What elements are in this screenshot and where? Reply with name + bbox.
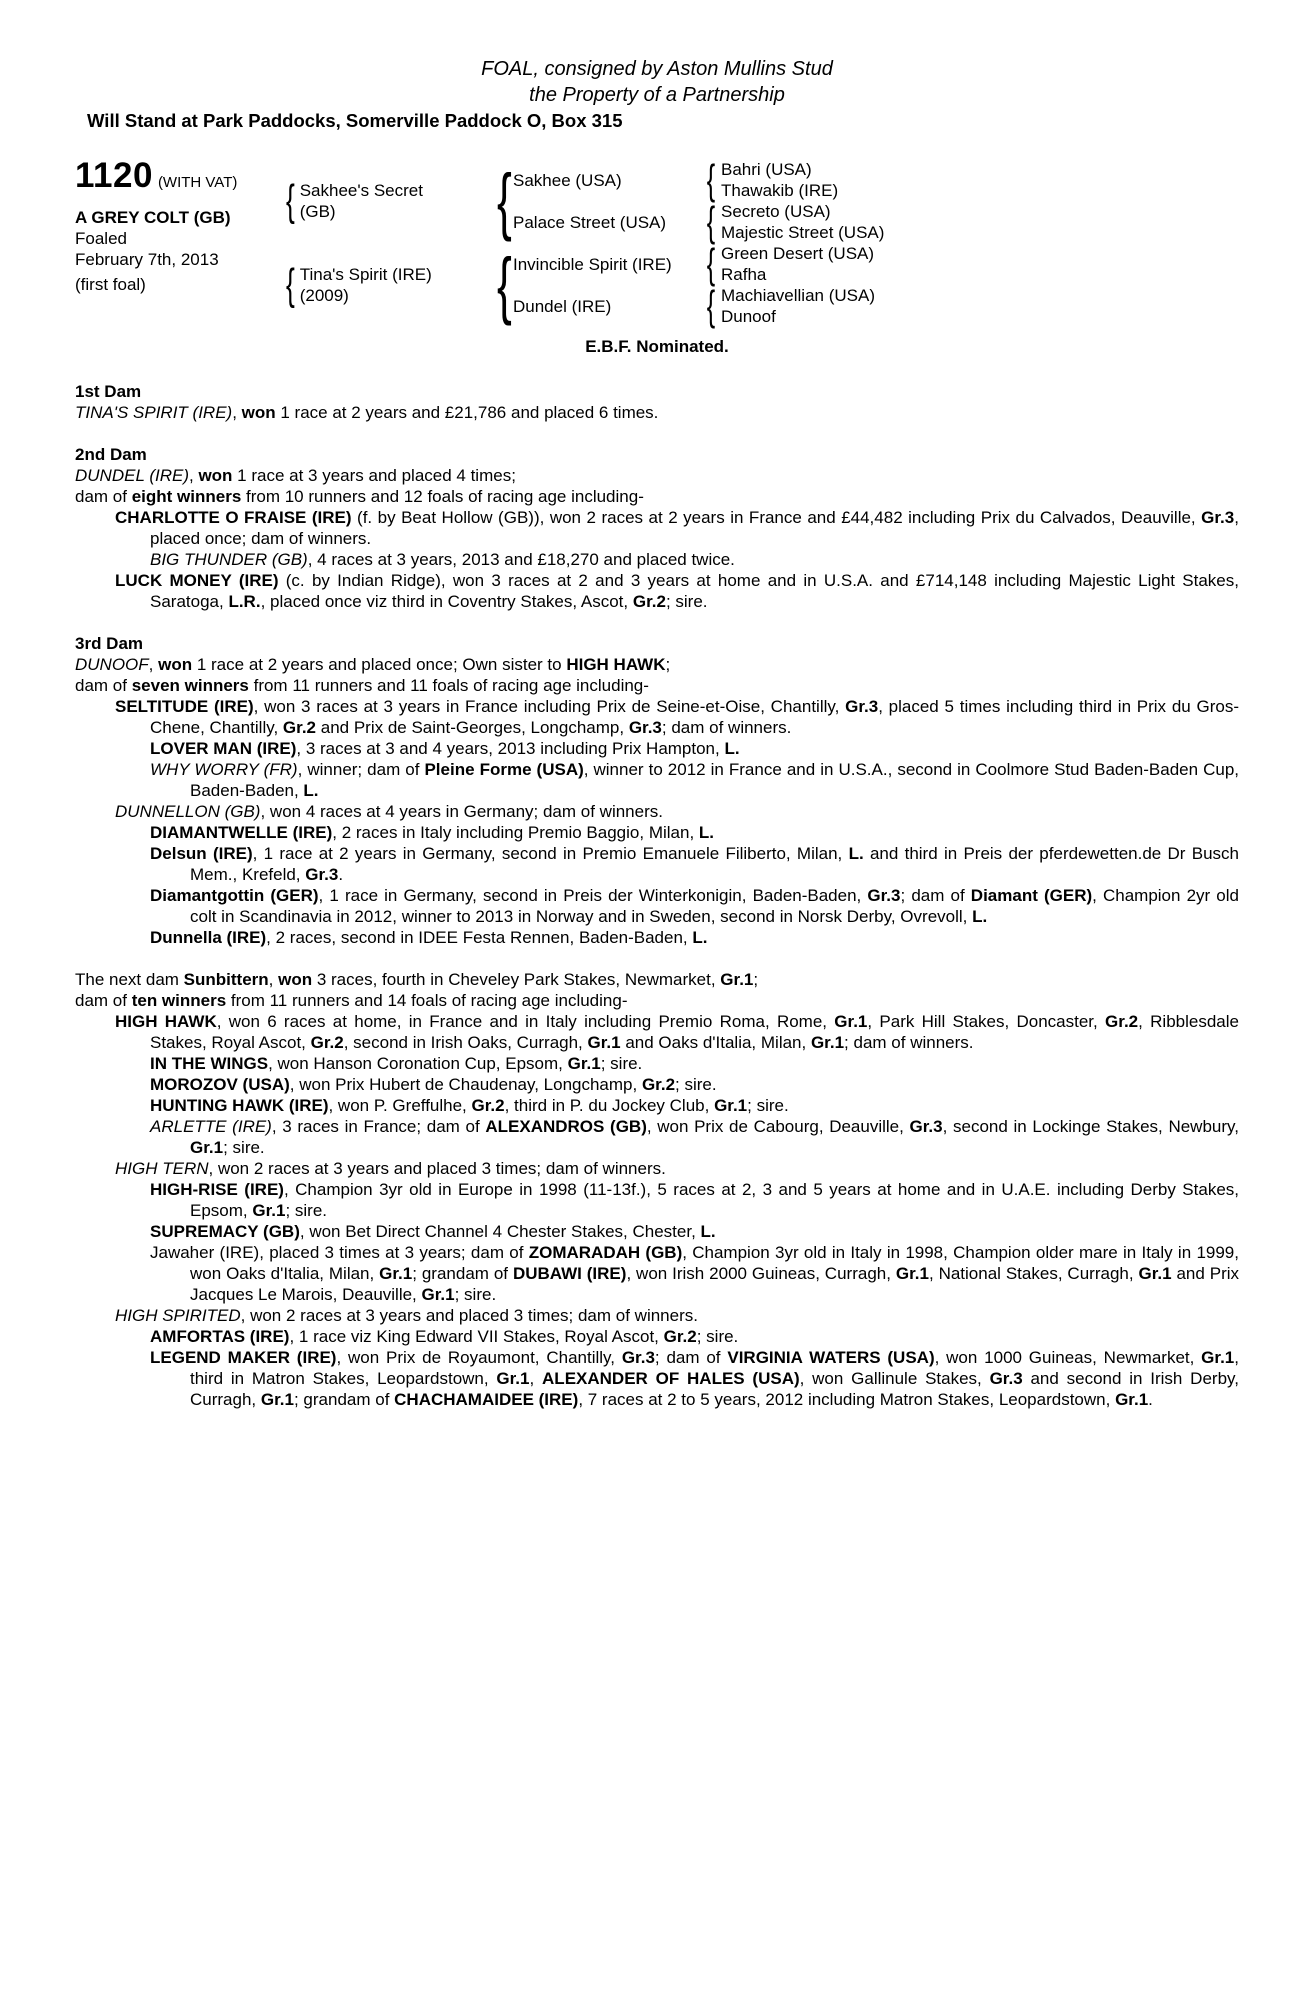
pedigree-gen2-name: Sakhee (USA) xyxy=(513,170,622,190)
foaled-date: February 7th, 2013 xyxy=(75,250,219,269)
pedigree-paragraph: Dunnella (IRE), 2 races, second in IDEE Festa Rennen, Baden-Baden, L. xyxy=(150,928,708,947)
section-heading: 3rd Dam xyxy=(75,634,144,653)
dam-section xyxy=(75,444,1239,612)
pedigree-paragraph: DIAMANTWELLE (IRE), 2 races in Italy including Premio Baggio, Milan, L. xyxy=(150,823,714,842)
pedigree-paragraph: BIG THUNDER (GB), 4 races at 3 years, 2013 and £18,270 and placed twice. xyxy=(150,550,735,569)
pedigree-brace-icon: { xyxy=(706,198,716,245)
catalog-header xyxy=(75,56,1239,133)
pedigree-paragraph: MOROZOV (USA), won Prix Hubert de Chaudenay, Longchamp, Gr.2; sire. xyxy=(150,1075,717,1094)
section-heading: 1st Dam xyxy=(75,382,142,401)
pedigree-sire-cell xyxy=(283,159,495,243)
pedigree-gen2-name: Palace Street (USA) xyxy=(513,212,667,232)
dam-sections xyxy=(75,381,1239,1410)
pedigree-table xyxy=(283,156,1239,329)
lot-block xyxy=(75,156,283,327)
pedigree-paragraph: HIGH TERN, won 2 races at 3 years and placed 3 times; dam of winners. xyxy=(115,1159,666,1178)
pedigree-brace-icon: { xyxy=(706,282,716,329)
pedigree-paragraph: DUNDEL (IRE), won 1 race at 3 years and placed 4 times; xyxy=(75,466,516,485)
stand-location-line: Will Stand at Park Paddocks, Somerville Paddock O, Box 315 xyxy=(87,110,623,131)
pedigree-paragraph: dam of eight winners from 10 runners and 12 foals of racing age including- xyxy=(75,487,644,506)
pedigree-paragraph: LOVER MAN (IRE), 3 races at 3 and 4 years, 2013 including Prix Hampton, L. xyxy=(150,739,740,758)
pedigree-paragraph: HIGH HAWK, won 6 races at home, in France and in Italy including Premio Roma, Rome, Gr.1, Park Hill Stakes, Doncaster, Gr.2, Ribblesdale Stakes, Royal Ascot, Gr.2, second in Irish Oaks, Curragh, Gr.1 and Oaks d'Italia, Milan, Gr.1; dam of winners. xyxy=(115,1012,1239,1052)
vat-note: (WITH VAT) xyxy=(157,174,238,191)
pedigree-brace-icon: { xyxy=(496,243,512,326)
pedigree-paragraph: Jawaher (IRE), placed 3 times at 3 years; dam of ZOMARADAH (GB), Champion 3yr old in Italy in 1998, Champion older mare in Italy in 1999, won Oaks d'Italia, Milan, Gr.1; grandam of DUBAWI (IRE), won Irish 2000 Guineas, Curragh, Gr.1, National Stakes, Curragh, Gr.1 and Prix Jacques Le Marois, Deauville, Gr.1; sire. xyxy=(150,1243,1240,1304)
pedigree-paragraph: HIGH SPIRITED, won 2 races at 3 years and placed 3 times; dam of winners. xyxy=(115,1306,698,1325)
pedigree-paragraph: Diamantgottin (GER), 1 race in Germany, second in Preis der Winterkonigin, Baden-Baden, Gr.3; dam of Diamant (GER), Champion 2yr old colt in Scandinavia in 2012, winner to 2013 in Norway and in Sweden, second in Norsk Derby, Ovrevoll, L. xyxy=(150,886,1239,926)
pedigree-paragraph: SELTITUDE (IRE), won 3 races at 3 years in France including Prix de Seine-et-Oise, Chantilly, Gr.3, placed 5 times including third in Prix du Gros-Chene, Chantilly, Gr.2 and Prix de Saint-Georges, Longchamp, Gr.3; dam of winners. xyxy=(115,697,1239,737)
ebf-nominated-note: E.B.F. Nominated. xyxy=(585,337,729,356)
pedigree-brace-icon: { xyxy=(706,240,716,287)
lot-and-pedigree xyxy=(75,156,1239,329)
pedigree-gen2-name: Invincible Spirit (IRE) xyxy=(513,254,672,274)
dam-section xyxy=(75,969,1239,1410)
section-heading: 2nd Dam xyxy=(75,445,147,464)
pedigree-paragraph: HIGH-RISE (IRE), Champion 3yr old in Europe in 1998 (11-13f.), 5 races at 2, 3 and 5 years at home and in U.A.E. including Derby Stakes, Epsom, Gr.1; sire. xyxy=(150,1180,1240,1220)
pedigree-gen3-name: Dunoof xyxy=(721,307,776,326)
pedigree-paragraph: HUNTING HAWK (IRE), won P. Greffulhe, Gr.2, third in P. du Jockey Club, Gr.1; sire. xyxy=(150,1096,789,1115)
pedigree-paragraph: SUPREMACY (GB), won Bet Direct Channel 4 Chester Stakes, Chester, L. xyxy=(150,1222,716,1241)
pedigree-paragraph: dam of seven winners from 11 runners and 11 foals of racing age including- xyxy=(75,676,649,695)
dam-section xyxy=(75,633,1239,948)
pedigree-paragraph: ARLETTE (IRE), 3 races in France; dam of ALEXANDROS (GB), won Prix de Cabourg, Deauville, Gr.3, second in Lockinge Stakes, Newbury, Gr.1; sire. xyxy=(150,1117,1239,1157)
dam-section xyxy=(75,381,1239,423)
sire-name: Sakhee's Secret xyxy=(299,181,423,200)
pedigree-paragraph: dam of ten winners from 11 runners and 14 foals of racing age including- xyxy=(75,991,628,1010)
property-line: the Property of a Partnership xyxy=(529,84,785,106)
lot-number: 1120 xyxy=(75,156,153,195)
pedigree-brace-icon: { xyxy=(285,176,295,225)
consignor-line: FOAL, consigned by Aston Mullins Stud xyxy=(481,58,833,80)
pedigree-paragraph: DUNNELLON (GB), won 4 races at 4 years in Germany; dam of winners. xyxy=(115,802,663,821)
pedigree-brace-icon: { xyxy=(496,159,512,242)
lot-description: A GREY COLT (GB) xyxy=(75,208,231,227)
pedigree-paragraph: The next dam Sunbittern, won 3 races, fourth in Cheveley Park Stakes, Newmarket, Gr.1; xyxy=(75,970,759,989)
pedigree-gen3-name: Majestic Street (USA) xyxy=(721,223,885,242)
pedigree-dam-cell xyxy=(283,243,495,327)
pedigree-paragraph: LEGEND MAKER (IRE), won Prix de Royaumont, Chantilly, Gr.3; dam of VIRGINIA WATERS (USA), won 1000 Guineas, Newmarket, Gr.1, third in Matron Stakes, Leopardstown, Gr.1, ALEXANDER OF HALES (USA), won Gallinule Stakes, Gr.3 and second in Irish Derby, Curragh, Gr.1; grandam of CHACHAMAIDEE (IRE), 7 races at 2 to 5 years, 2012 including Matron Stakes, Leopardstown, Gr.1. xyxy=(150,1348,1239,1409)
pedigree-gen3-name: Rafha xyxy=(721,265,767,284)
pedigree-paragraph: DUNOOF, won 1 race at 2 years and placed once; Own sister to HIGH HAWK; xyxy=(75,655,671,674)
pedigree-gen2-name: Dundel (IRE) xyxy=(513,296,612,316)
pedigree-brace-icon: { xyxy=(285,260,295,309)
lot-number-row xyxy=(75,156,283,200)
pedigree-paragraph: CHARLOTTE O FRAISE (IRE) (f. by Beat Hollow (GB)), won 2 races at 2 years in France and £44,482 including Prix du Calvados, Deauville, Gr.3, placed once; dam of winners. xyxy=(115,508,1239,548)
pedigree-paragraph: WHY WORRY (FR), winner; dam of Pleine Forme (USA), winner to 2012 in France and in U.S.A., second in Coolmore Stud Baden-Baden Cup, Baden-Baden, L. xyxy=(150,760,1240,800)
pedigree-gen3-name: Machiavellian (USA) xyxy=(721,286,875,305)
pedigree-gen3-name: Bahri (USA) xyxy=(721,160,812,179)
pedigree-gen3-name: Green Desert (USA) xyxy=(721,244,875,263)
foal-note: (first foal) xyxy=(75,275,146,294)
dam-year: (2009) xyxy=(299,286,349,305)
foaled-label: Foaled xyxy=(75,229,127,248)
pedigree-paragraph: Delsun (IRE), 1 race at 2 years in Germany, second in Premio Emanuele Filiberto, Milan, L. and third in Preis der pferdewetten.de Dr Busch Mem., Krefeld, Gr.3. xyxy=(150,844,1239,884)
pedigree-brace-icon: { xyxy=(706,156,716,203)
sire-suffix: (GB) xyxy=(299,202,336,221)
pedigree-paragraph: TINA'S SPIRIT (IRE), won 1 race at 2 years and £21,786 and placed 6 times. xyxy=(75,403,659,422)
dam-name: Tina's Spirit (IRE) xyxy=(299,265,432,284)
pedigree-paragraph: LUCK MONEY (IRE) (c. by Indian Ridge), won 3 races at 2 and 3 years at home and in U.S.A. and £714,148 including Majestic Light Stakes, Saratoga, L.R., placed once viz third in Coventry Stakes, Ascot, Gr.2; sire. xyxy=(115,571,1239,611)
pedigree-paragraph: AMFORTAS (IRE), 1 race viz King Edward VII Stakes, Royal Ascot, Gr.2; sire. xyxy=(150,1327,739,1346)
pedigree-gen3-name: Secreto (USA) xyxy=(721,202,831,221)
pedigree-paragraph: IN THE WINGS, won Hanson Coronation Cup, Epsom, Gr.1; sire. xyxy=(150,1054,643,1073)
pedigree-gen3-name: Thawakib (IRE) xyxy=(721,181,839,200)
